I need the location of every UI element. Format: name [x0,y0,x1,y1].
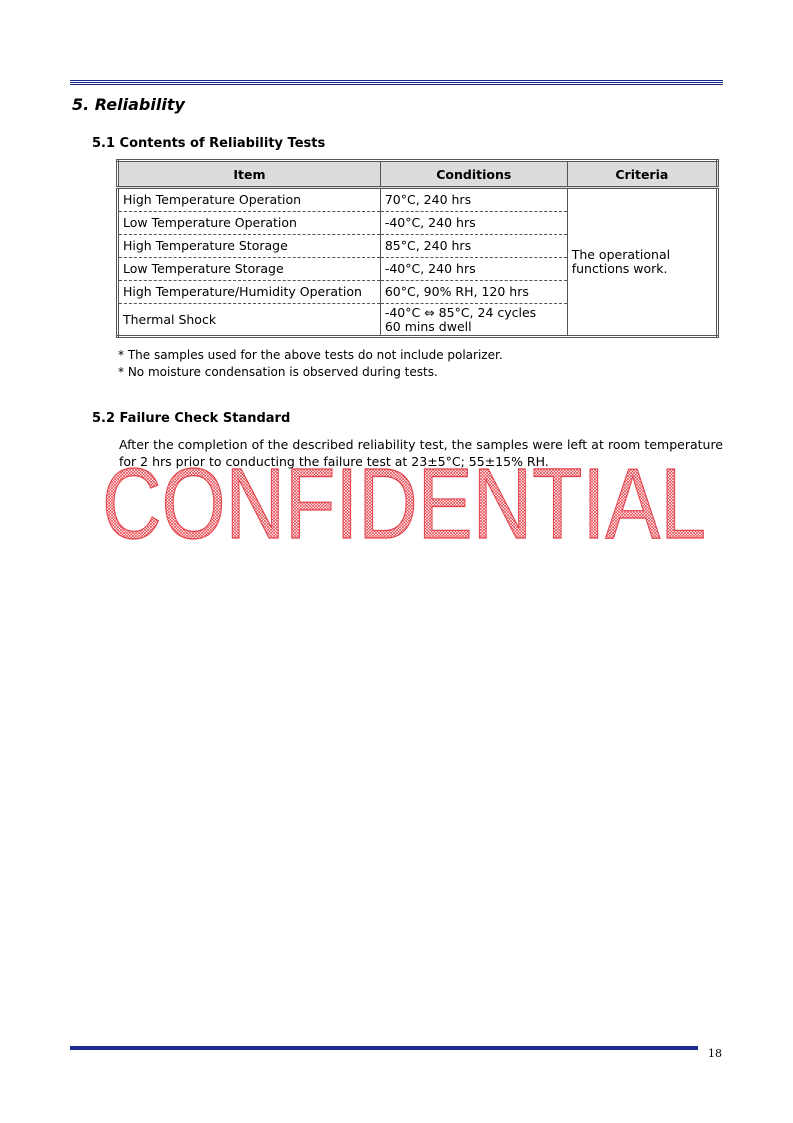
watermark-text: CONFIDENTIAL [102,458,706,544]
page-number: 18 [708,1047,722,1060]
conditions-cell: 70°C, 240 hrs [380,188,567,212]
section-title: 5. Reliability [72,95,185,114]
note-polarizer: * The samples used for the above tests do not include polarizer. [118,348,503,362]
table-header-row [118,161,718,188]
column-header-criteria: Criteria [567,161,717,188]
criteria-cell [567,188,717,337]
item-cell: High Temperature/Humidity Operation [118,281,381,304]
subsection-heading-reliability-tests: 5.1 Contents of Reliability Tests [92,136,326,151]
conditions-cell: 60°C, 90% RH, 120 hrs [380,281,567,304]
criteria-line: functions work. [571,261,668,276]
note-condensation: * No moisture condensation is observed during tests. [118,365,438,379]
subsection-heading-failure-check: 5.2 Failure Check Standard [92,411,291,426]
confidential-watermark [100,458,708,544]
column-header-conditions: Conditions [380,161,567,188]
item-cell: Thermal Shock [118,304,381,337]
conditions-cell: -40°C, 240 hrs [380,258,567,281]
criteria-line: The operational [571,247,671,262]
failure-check-paragraph: After the completion of the described reliability test, the samples were left at room temperature for 2 hrs prior to conducting the failure test at 23±5°C; 55±15% RH. [119,437,723,469]
footer-rule [70,1046,698,1050]
item-cell: High Temperature Operation [118,188,381,212]
conditions-cell: 85°C, 240 hrs [380,235,567,258]
table-row [118,188,718,212]
conditions-cell: -40°C, 240 hrs [380,212,567,235]
column-header-item: Item [118,161,381,188]
conditions-line: 60 mins dwell [384,318,472,334]
header-rule [70,80,723,86]
reliability-table [116,159,719,338]
conditions-line: -40°C ⇔ 85°C, 24 cycles [384,304,537,320]
item-cell: Low Temperature Storage [118,258,381,281]
conditions-cell [380,304,567,337]
table-notes [118,347,503,381]
item-cell: High Temperature Storage [118,235,381,258]
item-cell: Low Temperature Operation [118,212,381,235]
